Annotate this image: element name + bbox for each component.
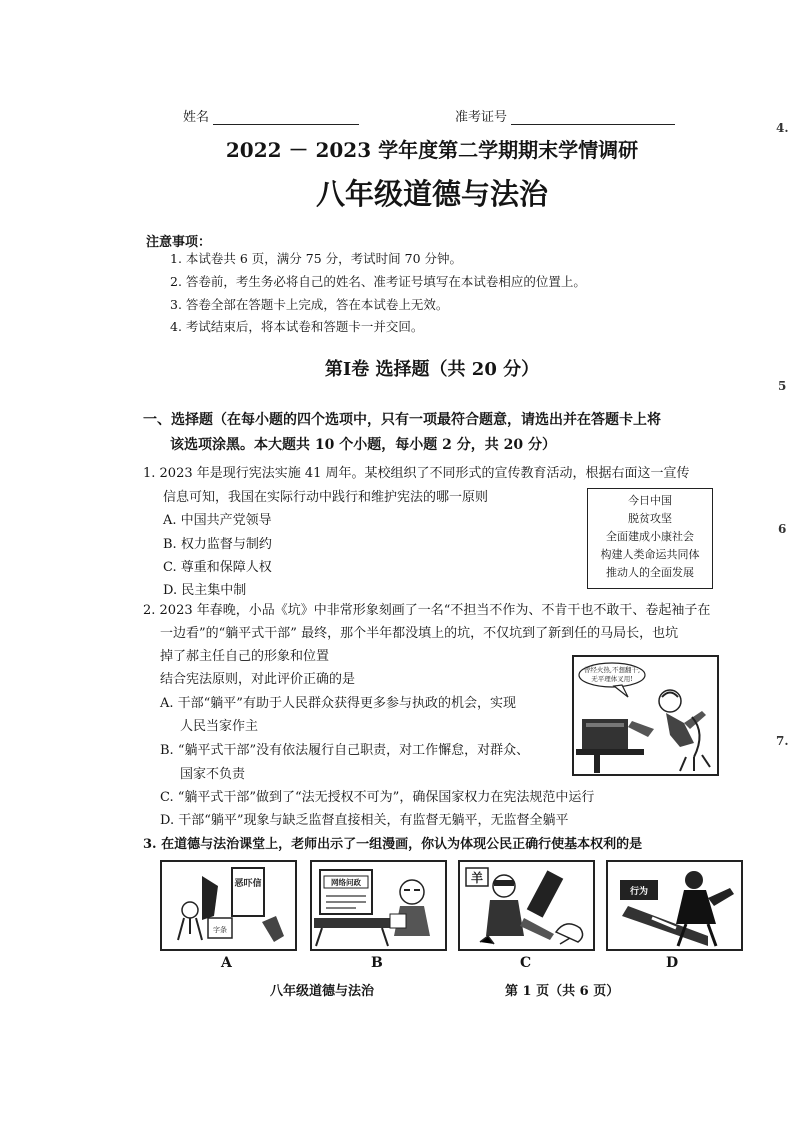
q2-stem: 掉了郝主任自己的形象和位置 [160,649,330,664]
section-instructions: 一、选择题（在每小题的四个选项中，只有一项最符合题意，请选出并在答题卡上将 [143,412,661,428]
notice-item: 4. 考试结束后，将本试卷和答题卡一并交回。 [170,319,424,334]
cartoon-d-sign: 行为 [629,887,649,897]
q3-cartoon-c[interactable] [458,860,595,951]
q2-stem: 2. 2023 年春晚，小品《坑》中非常形象刻画了一名“不担当不作为、不肯干也不敢干、卷起袖子在 [143,603,711,618]
q3-stem: 3. 在道德与法治课堂上，老师出示了一组漫画，你认为体现公民正确行使基本权利的是 [143,837,643,852]
cartoon-b-illustration [312,862,445,949]
footer-page-number: 第 1 页（共 6 页） [505,984,620,999]
exam-number-label: 准考证号 [455,110,508,125]
section-instructions: 该选项涂黑。本大题共 10 个小题，每小题 2 分，共 20 分） [170,437,556,453]
bubble-line: 曾经火热,不想翻干, [583,666,641,674]
edge-mark: 5 [778,379,787,393]
q2-option-a[interactable]: A. 干部“躺平”有助于人民群众获得更多参与执政的机会，实现 [160,696,516,711]
q1-option-b[interactable]: B. 权力监督与制约 [163,537,272,552]
q2-option-b[interactable]: B. “躺平式干部”没有依法履行自己职责，对工作懈怠，对群众、 [160,743,530,758]
q2-option-b-cont: 国家不负责 [180,767,246,782]
q3-cartoon-a[interactable] [160,860,297,951]
q1-stem: 信息可知，我国在实际行动中践行和维护宪法的哪一原则 [163,490,489,505]
name-field[interactable] [213,124,359,125]
q1-option-c[interactable]: C. 尊重和保障人权 [163,560,272,575]
edge-mark: 6 [778,522,787,536]
cartoon-c-illustration [460,862,593,949]
notice-item: 3. 答卷全部在答题卡上完成，答在本试卷上无效。 [170,297,449,312]
exam-number-row [455,106,675,125]
q1-option-d[interactable]: D. 民主集中制 [163,583,247,598]
q2-option-d[interactable]: D. 干部“躺平”现象与缺乏监督直接相关，有监督无躺平，无监督全躺平 [160,813,569,828]
notice-heading: 注意事项： [146,235,212,250]
cartoon-b-sign: 网络问政 [331,878,361,887]
info-box-line: 今日中国 [628,494,672,507]
info-box-line: 脱贫攻坚 [628,512,672,525]
q2-stem: 一边看”的“躺平式干部” 最终，那个半年都没填上的坑，不仅坑到了新到任的马局长，也坑 [160,626,679,641]
cartoon-c-sign: 羊 [470,871,484,885]
q1-info-box [587,488,713,589]
cartoon-label-d: D [666,955,679,971]
cartoon-label-b: B [371,955,383,971]
edge-mark: 7. [776,734,789,748]
q3-cartoon-d[interactable] [606,860,743,951]
cartoon-label-a: A [221,955,232,971]
exam-title: 2022 － 2023 学年度第二学期期末学情调研 [225,138,639,162]
q1-option-a[interactable]: A. 中国共产党领导 [163,513,272,528]
q2-option-a-cont: 人民当家作主 [180,719,259,734]
notice-item: 2. 答卷前，考生务必将自己的姓名、准考证号填写在本试卷相应的位置上。 [170,274,586,289]
cartoon-a-small-sign: 字条 [213,926,227,934]
q1-stem: 1. 2023 年是现行宪法实施 41 周年。某校组织了不同形式的宣传教育活动，根据右面这一宣传 [143,466,690,481]
footer-subject: 八年级道德与法治 [270,984,375,999]
name-row [183,106,359,125]
notice-item: 1. 本试卷共 6 页，满分 75 分，考试时间 70 分钟。 [170,251,463,266]
q3-cartoon-b[interactable] [310,860,447,951]
exam-number-field[interactable] [511,124,675,125]
cartoon-a-sign: 恶吓信 [234,879,262,889]
name-label: 姓名 [183,110,210,125]
part-heading: 第Ⅰ卷 选择题（共 20 分） [324,359,540,380]
info-box-line: 推动人的全面发展 [606,566,694,579]
cartoon-label-c: C [520,955,532,971]
q2-option-c[interactable]: C. “躺平式干部”做到了“法无授权不可为”，确保国家权力在宪法规范中运行 [160,790,595,805]
q2-cartoon [572,655,719,776]
lazy-official-illustration [574,657,717,774]
info-box-line: 构建人类命运共同体 [600,548,700,561]
cartoon-a-illustration [162,862,295,949]
bubble-line: 无平理体叉用! [591,675,633,683]
edge-mark: 4. [776,121,789,135]
info-box-line: 全面建成小康社会 [606,530,694,543]
subject-title: 八年级道德与法治 [315,177,548,211]
cartoon-d-illustration [608,862,741,949]
q2-stem: 结合宪法原则，对此评价正确的是 [160,672,356,687]
